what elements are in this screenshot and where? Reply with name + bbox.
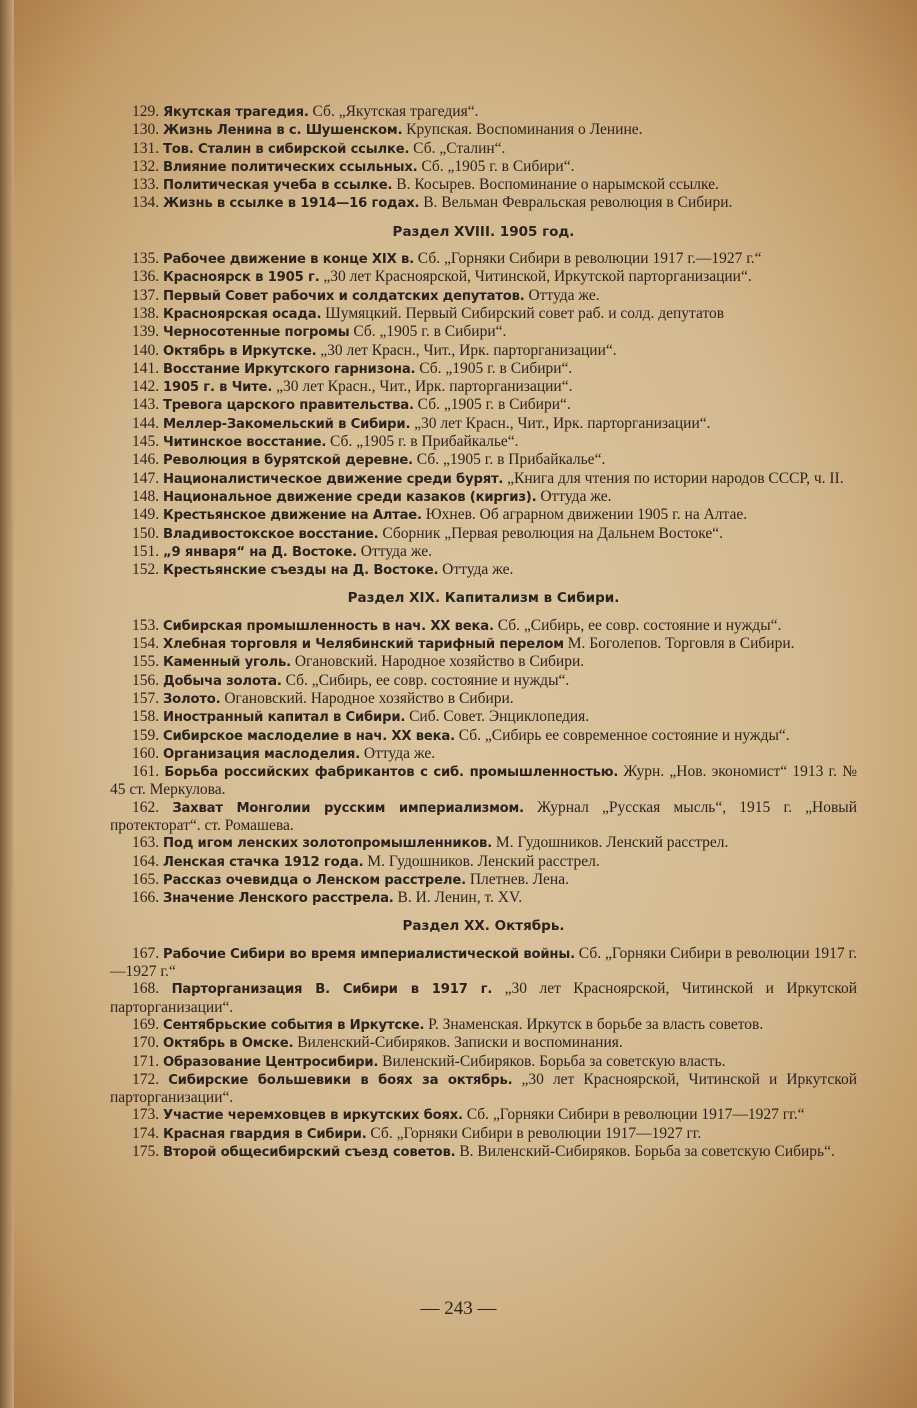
entry-number: 135. <box>132 250 160 268</box>
entry-number: 171. <box>132 1052 160 1070</box>
entry-title: Первый Совет рабочих и солдатских депутатов. <box>163 288 525 304</box>
bibliography-entry <box>110 1016 857 1034</box>
entry-source: „30 лет Красноярской, Читинской и Иркутской парторганизации“. <box>110 1070 857 1107</box>
bibliography-entry <box>110 158 857 176</box>
entry-title: Октябрь в Омске. <box>163 1036 294 1052</box>
entry-title: Жизнь в ссылке в 1914—16 годах. <box>163 196 420 212</box>
bibliography-entry <box>110 1125 857 1143</box>
entry-source: Сб. „Горняки Сибири в революции 1917—1927 гг.“ <box>466 1106 805 1124</box>
entry-source: Сб. „Сибирь, ее совр. состояние и нужды“. <box>497 616 782 634</box>
entry-title: Влияние политических ссыльных. <box>163 159 418 175</box>
bibliography-entry <box>110 834 857 852</box>
entry-title: Жизнь Ленина в с. Шушенском. <box>163 123 403 139</box>
bibliography-entry <box>110 745 857 763</box>
entry-title: Сентябрьские события в Иркутске. <box>163 1017 425 1033</box>
bibliography-entry <box>110 653 857 671</box>
entry-source: В. Виленский-Сибиряков. Борьба за советскую Сибирь“. <box>459 1143 835 1161</box>
entry-number: 160. <box>132 744 160 762</box>
entry-number: 162. <box>132 798 160 816</box>
entry-source: Сб. „Горняки Сибири в революции 1917—1927 гг. <box>370 1124 702 1142</box>
entry-number: 146. <box>132 451 160 469</box>
entry-source: „30 лет Красн., Чит., Ирк. парторганизации“. <box>414 414 711 432</box>
bibliography-entry <box>110 268 857 286</box>
entry-source: Огановский. Народное хозяйство в Сибири. <box>294 653 585 671</box>
entry-source: Виленский-Сибиряков. Борьба за советскую власть. <box>382 1052 726 1070</box>
entry-title: Политическая учеба в ссылке. <box>163 178 393 194</box>
bibliography-entry <box>110 121 857 139</box>
entry-title: Добыча золота. <box>163 673 282 689</box>
entry-source: Юхнев. Об аграрном движении 1905 г. на Алтае. <box>425 506 748 524</box>
entry-title: Меллер-Закомельский в Сибири. <box>163 416 411 432</box>
entry-number: 140. <box>132 341 160 359</box>
bibliography-entry <box>110 194 857 212</box>
entry-number: 167. <box>132 944 160 962</box>
entry-title: Крестьянское движение на Алтае. <box>163 508 422 524</box>
entry-number: 134. <box>132 194 160 212</box>
bibliography-entry <box>110 799 857 835</box>
bibliography-entry <box>110 1106 857 1124</box>
entry-source: Сб. „Якутская трагедия“. <box>312 103 479 120</box>
bibliography-entry <box>110 176 857 194</box>
entry-title: Рассказ очевидца о Ленском расстреле. <box>163 872 466 888</box>
entry-number: 172. <box>132 1070 160 1088</box>
bibliography-entry <box>110 433 857 451</box>
entry-number: 136. <box>132 268 160 286</box>
bibliography-entry <box>110 342 857 360</box>
entry-number: 137. <box>132 286 160 304</box>
entry-number: 168. <box>132 980 160 998</box>
entry-source: Сб. „Сталин“. <box>413 139 506 157</box>
entry-source: „30 лет Красноярской, Читинской и Иркутской парторганизации“. <box>110 980 857 1016</box>
entry-title: Красноярская осада. <box>163 306 322 322</box>
entry-number: 166. <box>132 889 160 907</box>
entry-source: „30 лет Красноярской, Читинской, Иркутской парторганизации“. <box>323 268 752 286</box>
entry-source: Журнал „Русская мысль“, 1915 г. „Новый протекторат“. ст. Ромашева. <box>110 798 858 834</box>
entry-source: Сб. „1905 г. в Прибайкалье“. <box>416 451 606 469</box>
entry-number: 141. <box>132 359 160 377</box>
entry-source: Оттуда же. <box>540 487 612 505</box>
entry-number: 130. <box>132 121 160 139</box>
entry-title: Захват Монголии русским империализмом. <box>172 800 524 816</box>
entry-source: Огановский. Народное хозяйство в Сибири. <box>224 689 514 707</box>
entry-title: Черносотенные погромы <box>163 325 350 341</box>
entry-number: 174. <box>132 1124 160 1142</box>
entry-number: 147. <box>132 469 160 487</box>
entry-number: 139. <box>132 323 160 341</box>
entry-title: Восстание Иркутского гарнизона. <box>163 361 416 377</box>
bibliography-entry <box>110 543 857 561</box>
bibliography-entry <box>110 1034 857 1052</box>
entry-number: 143. <box>132 396 160 414</box>
entry-source: М. Боголепов. Торговля в Сибири. <box>567 635 795 653</box>
bibliography-entry <box>110 525 857 543</box>
entry-number: 150. <box>132 524 160 542</box>
entry-title: Владивостокское восстание. <box>163 526 379 542</box>
entry-source: Виленский-Сибиряков. Записки и воспоминания. <box>297 1034 623 1052</box>
entry-title: Образование Центросибири. <box>163 1054 379 1070</box>
entry-title: Ленская стачка 1912 года. <box>163 854 364 870</box>
entry-source: Сб. „Горняки Сибири в революции 1917 г.—1927 г.“ <box>110 944 858 981</box>
entry-source: Оттуда же. <box>442 561 514 579</box>
entry-title: Якутская трагедия. <box>163 105 309 120</box>
entry-title: Рабочее движение в конце XIX в. <box>163 252 414 268</box>
bibliography-entry <box>110 305 857 323</box>
entry-source: Сборник „Первая революция на Дальнем Востоке“. <box>382 524 723 542</box>
entry-number: 155. <box>132 653 160 671</box>
entry-number: 131. <box>132 139 160 157</box>
section-heading: Раздел XIX. Капитализм в Сибири. <box>347 590 620 607</box>
entry-title: Сибирское маслоделие в нач. XX века. <box>163 728 455 744</box>
bibliography-entry <box>110 980 857 1016</box>
entry-title: Крестьянские съезды на Д. Востоке. <box>163 563 439 579</box>
entry-number: 163. <box>132 834 160 852</box>
entry-source: Сб. „Сибирь, ее совр. состояние и нужды“. <box>285 671 570 689</box>
entry-source: „Книга для чтения по истории народов СССР, ч. II. <box>507 469 844 487</box>
entry-number: 170. <box>132 1034 160 1052</box>
page-binding-edge <box>0 0 14 1408</box>
entry-number: 157. <box>132 689 160 707</box>
bibliography-entry <box>110 506 857 524</box>
entry-number: 144. <box>132 414 160 432</box>
entry-source: Оттуда же. <box>360 542 433 560</box>
bibliography-entry <box>110 889 857 907</box>
entry-source: Сиб. Совет. Энциклопедия. <box>409 708 590 726</box>
entry-number: 132. <box>132 157 160 175</box>
entry-title: Рабочие Сибири во время империалистической войны. <box>163 946 575 962</box>
entry-title: 1905 г. в Чите. <box>163 380 273 396</box>
entry-number: 145. <box>132 433 160 451</box>
bibliography-entry <box>110 360 857 378</box>
entry-title: Национальное движение среди казаков (киргиз). <box>163 489 537 505</box>
bibliography-entry <box>110 1143 857 1161</box>
entry-number: 154. <box>132 635 160 653</box>
entry-source: Сб. „1905 г. в Прибайкалье“. <box>330 433 519 451</box>
bibliography-list <box>110 103 857 1161</box>
entry-source: Журн. „Нов. экономист“ 1913 г. № 45 ст. Меркулова. <box>110 763 858 799</box>
entry-number: 129. <box>132 103 160 120</box>
bibliography-entry <box>110 250 857 268</box>
entry-title: Революция в бурятской деревне. <box>163 453 413 469</box>
entry-source: Оттуда же. <box>528 286 600 304</box>
entry-source: М. Гудошников. Ленский расстрел. <box>367 852 600 870</box>
entry-title: Каменный уголь. <box>163 655 291 671</box>
bibliography-entry <box>110 690 857 708</box>
entry-title: Под игом ленских золотопромышленников. <box>163 836 493 852</box>
entry-number: 165. <box>132 870 160 888</box>
bibliography-entry <box>110 635 857 653</box>
entry-source: В. Косырев. Воспоминание о нарымской ссылке. <box>396 176 719 194</box>
bibliography-entry <box>110 945 857 981</box>
page-number: — 243 — <box>420 1298 497 1319</box>
entry-number: 148. <box>132 487 160 505</box>
entry-number: 158. <box>132 708 160 726</box>
bibliography-entry <box>110 727 857 745</box>
entry-source: Р. Знаменская. Иркутск в борьбе за власть советов. <box>428 1015 764 1033</box>
bibliography-entry <box>110 415 857 433</box>
bibliography-entry <box>110 140 857 158</box>
entry-title: Сибирская промышленность в нач. XX века. <box>163 618 494 634</box>
bibliography-entry <box>110 488 857 506</box>
entry-title: Участие черемховцев в иркутских боях. <box>163 1108 463 1124</box>
entry-source: В. И. Ленин, т. XV. <box>397 889 523 907</box>
entry-title: „9 января“ на Д. Востоке. <box>163 544 357 560</box>
entry-title: Хлебная торговля и Челябинский тарифный перелом <box>163 637 564 653</box>
bibliography-entry <box>110 672 857 690</box>
entry-number: 138. <box>132 304 160 322</box>
entry-source: Сб. „1905 г. в Сибири“. <box>421 157 575 175</box>
entry-number: 159. <box>132 726 160 744</box>
entry-source: Оттуда же. <box>363 744 436 762</box>
entry-number: 175. <box>132 1143 160 1161</box>
entry-number: 149. <box>132 506 160 524</box>
entry-source: Сб. „1905 г. в Сибири“. <box>419 359 573 377</box>
bibliography-entry <box>110 378 857 396</box>
entry-number: 169. <box>132 1015 160 1033</box>
bibliography-entry <box>110 763 857 799</box>
entry-title: Золото. <box>163 691 221 707</box>
entry-source: Шумяцкий. Первый Сибирский совет раб. и солд. депутатов <box>325 304 725 322</box>
bibliography-entry <box>110 323 857 341</box>
entry-source: Сб. „1905 г. в Сибири“. <box>417 396 571 414</box>
entry-number: 142. <box>132 378 160 396</box>
entry-source: Сб. „Горняки Сибири в революции 1917 г.—1927 г.“ <box>417 250 762 268</box>
entry-title: Значение Ленского расстрела. <box>163 891 394 907</box>
bibliography-entry <box>110 1053 857 1071</box>
entry-source: „30 лет Красн., Чит., Ирк. парторганизации“. <box>320 341 617 359</box>
entry-source: Сб. „Сибирь ее современное состояние и нужды“. <box>458 726 790 744</box>
section-heading: Раздел XVIII. 1905 год. <box>392 223 575 240</box>
entry-number: 151. <box>132 542 160 560</box>
bibliography-entry <box>110 853 857 871</box>
bibliography-entry <box>110 396 857 414</box>
entry-source: Крупская. Воспоминания о Ленине. <box>406 121 643 139</box>
entry-title: Тов. Сталин в сибирской ссылке. <box>163 141 410 157</box>
entry-source: „30 лет Красн., Чит., Ирк. парторганизации“. <box>276 378 573 396</box>
entry-title: Сибирские большевики в боях за октябрь. <box>168 1072 513 1088</box>
entry-number: 164. <box>132 852 160 870</box>
entry-number: 156. <box>132 671 160 689</box>
entry-title: Борьба российских фабрикантов с сиб. промышленностью. <box>164 765 619 781</box>
entry-source: Сб. „1905 г. в Сибири“. <box>353 323 507 341</box>
entry-number: 153. <box>132 616 160 634</box>
entry-title: Второй общесибирский съезд советов. <box>163 1145 456 1161</box>
entry-number: 133. <box>132 176 160 194</box>
bibliography-entry <box>110 617 857 635</box>
bibliography-entry <box>110 287 857 305</box>
entry-number: 173. <box>132 1106 160 1124</box>
bibliography-entry <box>110 708 857 726</box>
entry-title: Организация маслоделия. <box>163 746 361 762</box>
entry-source: Плетнев. Лена. <box>469 870 569 888</box>
entry-source: М. Гудошников. Ленский расстрел. <box>495 834 729 852</box>
bibliography-entry <box>110 451 857 469</box>
entry-title: Парторганизация В. Сибири в 1917 г. <box>171 982 493 998</box>
entry-title: Красная гвардия в Сибири. <box>163 1126 367 1142</box>
bibliography-entry <box>110 871 857 889</box>
entry-title: Иностранный капитал в Сибири. <box>163 710 406 726</box>
section-heading: Раздел XX. Октябрь. <box>402 918 565 935</box>
entry-title: Тревога царского правительства. <box>163 398 414 414</box>
entry-source: В. Вельман Февральская революция в Сибири. <box>423 194 733 212</box>
entry-title: Красноярск в 1905 г. <box>163 270 320 286</box>
entry-title: Националистическое движение среди бурят. <box>163 471 504 487</box>
bibliography-entry <box>110 561 857 579</box>
entry-number: 161. <box>132 763 160 781</box>
entry-title: Октябрь в Иркутске. <box>163 343 317 359</box>
bibliography-entry <box>110 1071 857 1107</box>
entry-title: Читинское восстание. <box>163 435 327 451</box>
bibliography-entry <box>110 103 857 121</box>
bibliography-entry <box>110 470 857 488</box>
entry-number: 152. <box>132 561 160 579</box>
